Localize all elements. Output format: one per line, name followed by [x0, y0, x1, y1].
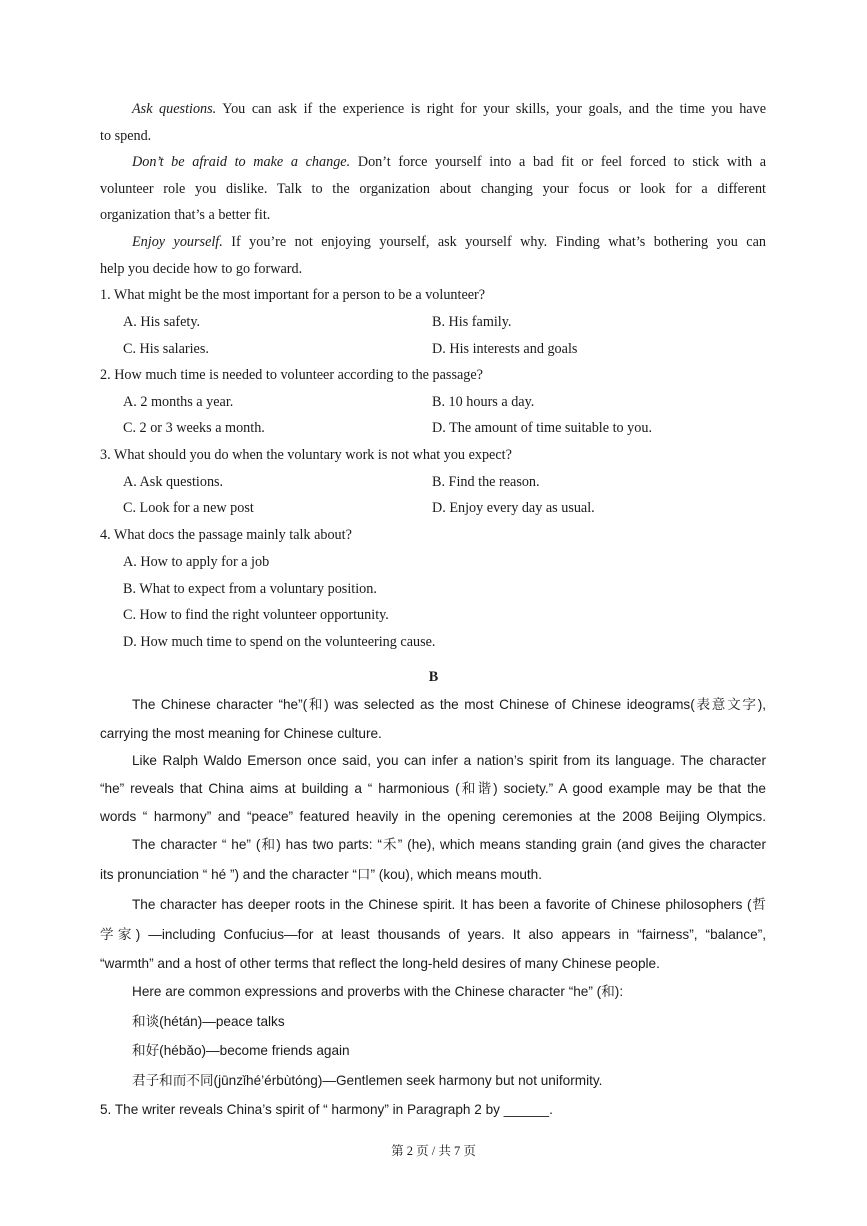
expression-item: 和谈(hétán)—peace talks [132, 1014, 285, 1029]
answer-option: D. How much time to spend on the volunteering cause. [123, 634, 436, 650]
paragraph-line: to spend. [100, 128, 152, 144]
paragraph-lead: Don’t be afraid to make a change. [132, 154, 351, 170]
answer-option: B. His family. [432, 314, 512, 330]
answer-option: D. The amount of time suitable to you. [432, 420, 653, 436]
paragraph-line: Like Ralph Waldo Emerson once said, you can infer a nation’s spirit from its language. The character [132, 753, 766, 768]
answer-option: A. How to apply for a job [123, 554, 270, 570]
answer-option: A. His safety. [123, 314, 201, 330]
paragraph-line: “warmth” and a host of other terms that reflect the long-held desires of many Chinese people. [100, 956, 660, 971]
paragraph-line: Here are common expressions and proverbs with the Chinese character “he” (和): [132, 984, 624, 999]
paragraph-line: carrying the most meaning for Chinese culture. [100, 726, 382, 741]
answer-option: C. How to find the right volunteer opportunity. [123, 607, 389, 623]
paragraph-enjoy-yourself [132, 235, 766, 249]
paragraph-ask-questions [132, 102, 766, 116]
question-stem: 2. How much time is needed to volunteer according to the passage? [100, 367, 483, 383]
answer-option: C. 2 or 3 weeks a month. [123, 420, 265, 436]
question-stem: 5. The writer reveals China’s spirit of “ harmony” in Paragraph 2 by ______. [100, 1102, 553, 1117]
answer-option: A. 2 months a year. [123, 394, 234, 410]
answer-option: B. Find the reason. [432, 474, 540, 490]
paragraph-text: You can ask if the experience is right for your skills, your goals, and the time you have [216, 101, 766, 117]
paragraph-line: 学家) —including Confucius—for at least thousands of years. It also appears in “fairness”, “balance”, [100, 927, 766, 942]
paragraph-line: The character has deeper roots in the Chinese spirit. It has been a favorite of Chinese philosophers (哲 [132, 897, 766, 912]
page-number: 第 2 页 / 共 7 页 [391, 1144, 476, 1158]
paragraph-line: volunteer role you dislike. Talk to the organization about changing your focus or look for a different [100, 181, 766, 197]
answer-option: C. His salaries. [123, 341, 209, 357]
answer-option: D. Enjoy every day as usual. [432, 500, 595, 516]
paragraph-lead: Ask questions. [132, 101, 217, 117]
section-heading: B [428, 669, 439, 685]
paragraph-make-a-change [132, 155, 766, 169]
paragraph-line: words “ harmony” and “peace” featured heavily in the opening ceremonies at the 2008 Beijing Olympics. [100, 809, 766, 824]
expression-item: 君子和而不同(jūnzǐhé’érbùtóng)—Gentlemen seek harmony but not uniformity. [132, 1073, 603, 1088]
answer-option: C. Look for a new post [123, 500, 254, 516]
paragraph-lead: Enjoy yourself. [132, 234, 223, 250]
answer-option: D. His interests and goals [432, 341, 578, 357]
paragraph-line: “he” reveals that China aims at building a “ harmonious (和谐) society.” A good example may be that the [100, 781, 766, 796]
paragraph-line: The Chinese character “he”(和) was selected as the most Chinese of Chinese ideograms(表意文字), [132, 697, 766, 712]
paragraph-line: The character “ he” (和) has two parts: “禾” (he), which means standing grain (and gives the character [132, 837, 766, 852]
answer-option: A. Ask questions. [123, 474, 224, 490]
question-stem: 3. What should you do when the voluntary work is not what you expect? [100, 447, 512, 463]
question-stem: 1. What might be the most important for a person to be a volunteer? [100, 287, 486, 303]
paragraph-text: Don’t force yourself into a bad fit or feel forced to stick with a [350, 154, 767, 170]
answer-option: B. What to expect from a voluntary position. [123, 581, 377, 597]
paragraph-text: If you’re not enjoying yourself, ask yourself why. Finding what’s bothering you can [222, 234, 766, 250]
paragraph-line: organization that’s a better fit. [100, 207, 271, 223]
answer-option: B. 10 hours a day. [432, 394, 535, 410]
paragraph-line: its pronunciation “ hé ”) and the character “口” (kou), which means mouth. [100, 867, 542, 882]
question-stem: 4. What docs the passage mainly talk about? [100, 527, 352, 543]
paragraph-line: help you decide how to go forward. [100, 261, 303, 277]
expression-item: 和好(hébǎo)—become friends again [132, 1043, 350, 1058]
